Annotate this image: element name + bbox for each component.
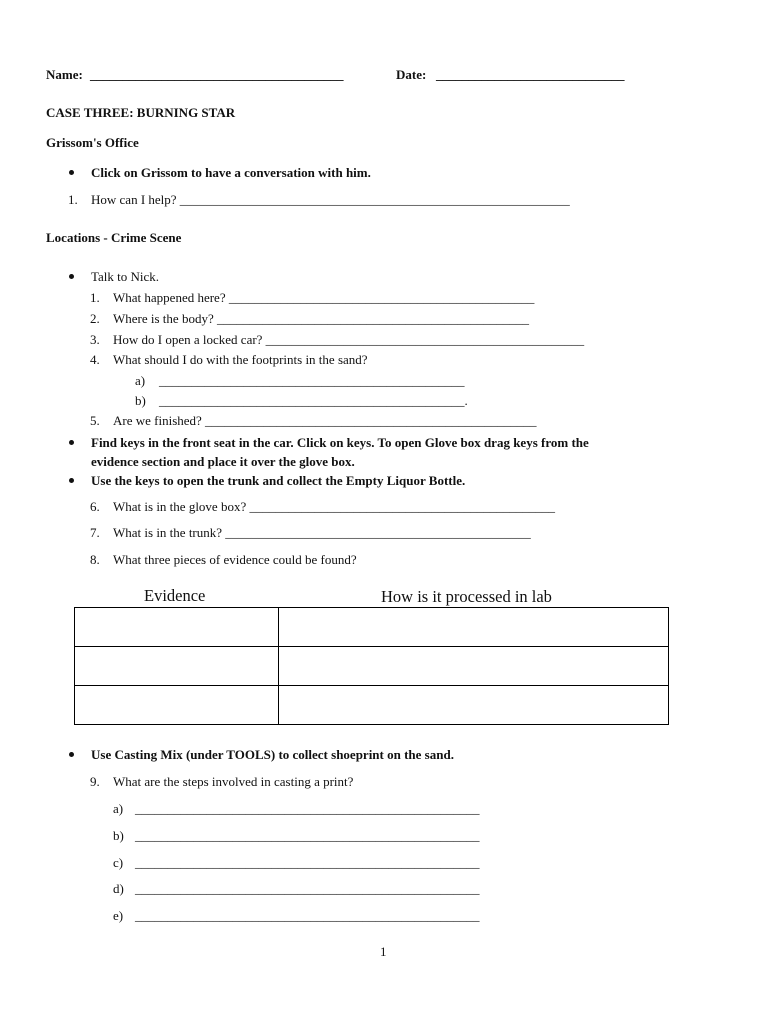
question-how-can-i-help[interactable]: How can I help? ____________________________________________________________ [91, 192, 570, 207]
step-label: e) [113, 908, 124, 923]
step-label: c) [113, 855, 124, 870]
question-number: 6. [90, 499, 100, 514]
table-header-evidence: Evidence [144, 586, 206, 605]
step-line-c[interactable]: _____________________________________________________ [135, 855, 480, 870]
table-row [75, 686, 669, 725]
question-where-is-body[interactable]: Where is the body? ________________________________________________ [113, 311, 529, 326]
step-line-b[interactable]: _____________________________________________________ [135, 828, 480, 843]
table-row [75, 647, 669, 686]
question-number: 1. [90, 290, 100, 305]
step-label: a) [113, 801, 124, 816]
sub-answer-label: a) [135, 373, 146, 388]
question-glove-box[interactable]: What is in the glove box? _______________________________________________ [113, 499, 555, 514]
question-trunk[interactable]: What is in the trunk? _______________________________________________ [113, 525, 531, 540]
date-label: Date: [396, 67, 427, 82]
question-three-evidence: What three pieces of evidence could be found? [113, 552, 357, 567]
question-number: 9. [90, 774, 100, 789]
name-label: Name: [46, 67, 83, 82]
table-row [75, 608, 669, 647]
step-line-a[interactable]: _____________________________________________________ [135, 801, 480, 816]
table-header-processed: How is it processed in lab [381, 587, 552, 606]
process-cell[interactable] [279, 608, 669, 647]
question-open-locked-car[interactable]: How do I open a locked car? _________________________________________________ [113, 332, 585, 347]
evidence-cell[interactable] [75, 647, 279, 686]
instruction-find-keys: Find keys in the front seat in the car. Click on keys. To open Glove box drag keys from the [91, 435, 589, 450]
question-number: 3. [90, 332, 100, 347]
page-number: 1 [380, 944, 387, 959]
question-number: 8. [90, 552, 100, 567]
question-number: 1. [68, 192, 78, 207]
process-cell[interactable] [279, 686, 669, 725]
instruction-casting-mix: Use Casting Mix (under TOOLS) to collect shoeprint on the sand. [91, 747, 454, 762]
instruction-talk-to-nick: Talk to Nick. [91, 269, 160, 284]
instruction-open-trunk: Use the keys to open the trunk and collect the Empty Liquor Bottle. [91, 473, 466, 488]
evidence-cell[interactable] [75, 686, 279, 725]
name-blank[interactable]: _______________________________________ [90, 67, 344, 82]
question-number: 5. [90, 413, 100, 428]
question-number: 4. [90, 352, 100, 367]
question-what-happened[interactable]: What happened here? _______________________________________________ [113, 290, 535, 305]
sub-answer-line-b[interactable]: _______________________________________________. [159, 393, 468, 408]
page-title: CASE THREE: BURNING STAR [46, 105, 236, 120]
sub-answer-line-a[interactable]: _______________________________________________ [159, 373, 465, 388]
evidence-cell[interactable] [75, 608, 279, 647]
section-heading-grissom: Grissom's Office [46, 135, 139, 150]
sub-answer-label: b) [135, 393, 146, 408]
process-cell[interactable] [279, 647, 669, 686]
date-blank[interactable]: _____________________________ [436, 67, 625, 82]
question-number: 2. [90, 311, 100, 326]
evidence-table [74, 607, 669, 725]
question-footprints: What should I do with the footprints in the sand? [113, 352, 368, 367]
step-label: b) [113, 828, 124, 843]
instruction-grissom: Click on Grissom to have a conversation with him. [91, 165, 371, 180]
question-are-we-finished[interactable]: Are we finished? ___________________________________________________ [113, 413, 537, 428]
instruction-find-keys-cont: evidence section and place it over the glove box. [91, 454, 355, 469]
step-label: d) [113, 881, 124, 896]
step-line-e[interactable]: _____________________________________________________ [135, 908, 480, 923]
question-casting-steps: What are the steps involved in casting a print? [113, 774, 354, 789]
step-line-d[interactable]: _____________________________________________________ [135, 881, 480, 896]
section-heading-crime-scene: Locations - Crime Scene [46, 230, 182, 245]
question-number: 7. [90, 525, 100, 540]
